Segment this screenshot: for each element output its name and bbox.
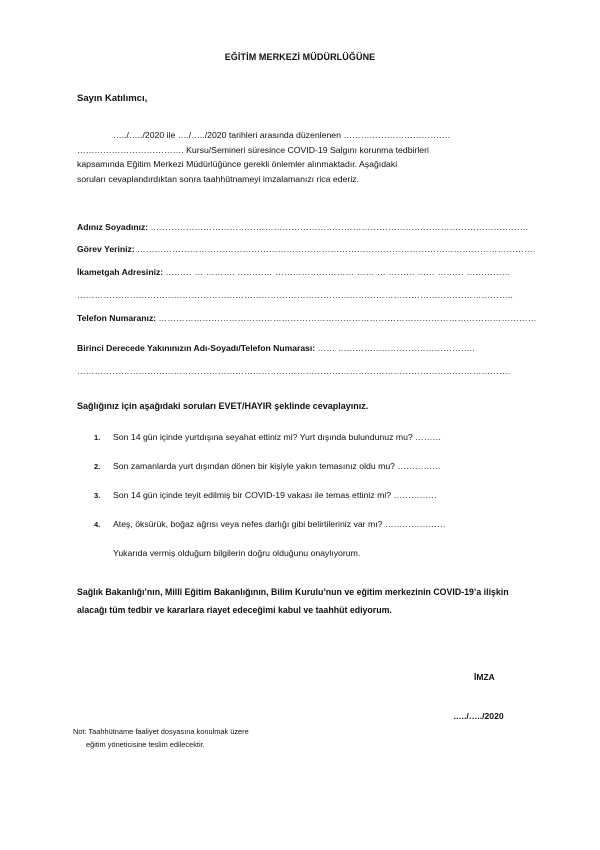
intro-line-3: kapsamında Eğitim Merkezi Müdürlüğünce gerekli önlemler alınmaktadır. Aşağıdaki xyxy=(77,159,398,169)
phone-field[interactable] xyxy=(77,313,537,323)
question-number: 3. xyxy=(94,491,101,500)
fill-in-line[interactable]: ………………………………………………………………………………………………………………… xyxy=(150,222,529,232)
signature-label[interactable]: İMZA xyxy=(474,672,495,682)
section-heading: Sağlığınız için aşağıdaki soruları EVET/HAYIR şeklinde cevaplayınız. xyxy=(77,401,369,411)
fill-in-line[interactable]: ………………………………………………………………………………………………………………………. xyxy=(137,244,536,254)
name-field[interactable] xyxy=(77,222,529,232)
question-item[interactable] xyxy=(94,432,441,442)
question-text: Son 14 gün içinde yurtdışına seyahat ettiniz mi? Yurt dışında bulundunuz mu? ……… xyxy=(113,432,442,442)
footnote-line-2: eğitim yöneticisine teslim edilecektir. xyxy=(86,740,205,749)
fill-in-line[interactable]: ………………………………………………………………………………………………………………… xyxy=(158,313,537,323)
intro-line-2: ………………………………. Kursu/Semineri süresince COVID-19 Salgını korunma tedbirleri xyxy=(77,144,429,155)
field-label: Telefon Numaranız: xyxy=(77,313,157,323)
intro-paragraph xyxy=(77,128,527,186)
pledge-statement: Sağlık Bakanlığı’nın, Millî Eğitim Bakanlığının, Bilim Kurulu’nun ve eğitim merkezinin COVID-19’a ilişkin alacağı tüm tedbir ve kararlara riayet edeceğimi kabul ve taahhüt ediyorum. xyxy=(77,587,509,615)
question-number: 2. xyxy=(94,462,101,471)
field-label: Görev Yeriniz: xyxy=(77,244,135,254)
confirmation-statement: Yukarıda vermiş olduğum bilgilerin doğru olduğunu onaylıyorum. xyxy=(113,548,361,558)
fill-in-line[interactable]: ………………………………………………………………………………………………………………………………….. xyxy=(77,290,514,300)
question-text: Son 14 gün içinde teyit edilmiş bir COVID-19 vakası ile temas ettiniz mi? …………… xyxy=(113,490,437,500)
address-field-continued[interactable] xyxy=(77,290,513,300)
field-label: Adınız Soyadınız: xyxy=(77,222,149,232)
intro-line-1: …../…../2020 ile …./…../2020 tarihleri arasında düzenlenen ………………………………. xyxy=(113,130,451,140)
question-item[interactable] xyxy=(94,519,446,529)
greeting: Sayın Katılımcı, xyxy=(77,93,148,104)
footnote xyxy=(73,725,249,751)
fill-in-line[interactable]: ……… … ………. ………… ……………………… …… … ……… …… ……… …………… xyxy=(165,267,511,277)
question-item[interactable] xyxy=(94,461,441,471)
question-number: 4. xyxy=(94,520,101,529)
footnote-line-1: Not: Taahhütname faaliyet dosyasına konulmak üzere xyxy=(73,727,249,736)
question-text: Son zamanlarda yurt dışından dönen bir kişiyle yakın temasınız oldu mu? …………… xyxy=(113,461,441,471)
date-line[interactable]: …../…../2020 xyxy=(453,711,504,721)
question-number: 1. xyxy=(94,433,101,442)
form-title: EĞİTİM MERKEZİ MÜDÜRLÜĞÜNE xyxy=(224,52,376,62)
fill-in-line[interactable]: …………………………………………………………………………………………………………………………………. xyxy=(77,366,511,376)
workplace-field[interactable] xyxy=(77,244,535,254)
question-text: Ateş, öksürük, boğaz ağrısı veya nefes darlığı gibi belirtileriniz var mı? ………………… xyxy=(113,519,446,529)
field-label: Birinci Derecede Yakınınızın Adı-Soyadı/Telefon Numarası: xyxy=(77,343,316,353)
fill-in-line[interactable]: …… ……………………………………….. xyxy=(317,343,475,353)
relative-contact-field-continued[interactable] xyxy=(77,366,510,376)
intro-line-4: soruları cevaplandırdıktan sonra taahhütnameyi imzalamanızı rica ederiz. xyxy=(77,173,360,184)
field-label: İkametgah Adresiniz: xyxy=(77,267,164,277)
question-item[interactable] xyxy=(94,490,437,500)
relative-contact-field[interactable] xyxy=(77,343,475,353)
address-field[interactable] xyxy=(77,267,511,277)
